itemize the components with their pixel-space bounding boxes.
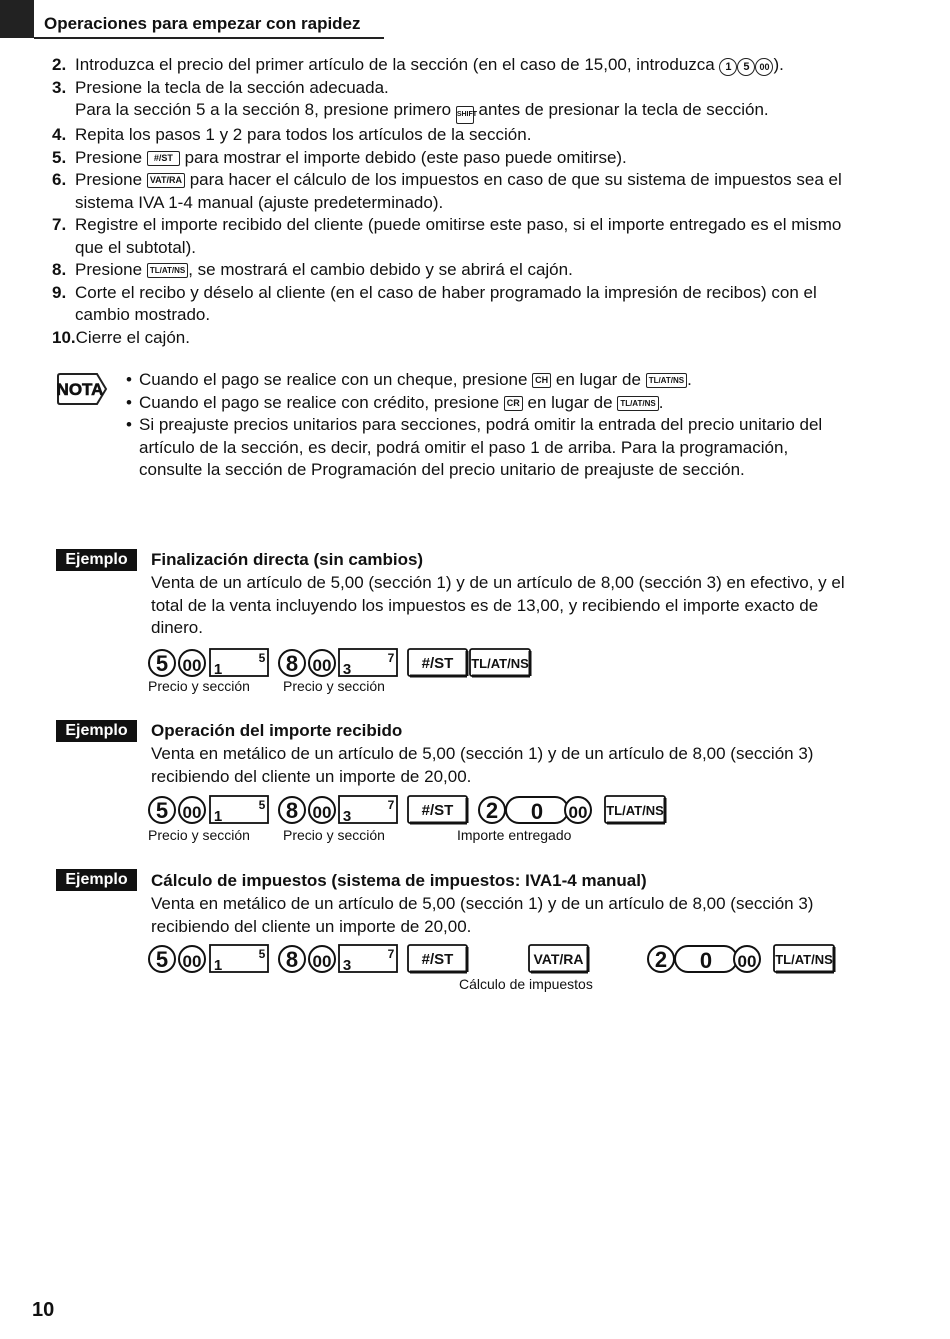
step-text: antes de presionar la tecla de sección. bbox=[473, 100, 769, 119]
notes-list bbox=[126, 369, 846, 482]
note-item: • Cuando el pago se realice con crédito, presione CR en lugar de TL/AT/NS . bbox=[126, 392, 664, 412]
example-tag: Ejemplo bbox=[56, 549, 137, 571]
step-number: 2. bbox=[52, 55, 67, 74]
dept-3-7-key-section-alt: 7 bbox=[387, 947, 395, 961]
shift-key-icon: SHIFT bbox=[456, 106, 474, 124]
note-text: Si preajuste precios unitarios para secciones, podrá omitir la entrada del precio unitario del artículo de la sección, es decir, podrá omitir el paso 1 de arriba. Para la programación, consulte la sección de Programación del precio unitario de preajuste de sección. bbox=[139, 415, 823, 479]
note-text: en lugar de bbox=[551, 370, 646, 389]
dept-1-5-key-section: 1 bbox=[213, 661, 223, 678]
ch-key-icon: CH bbox=[532, 373, 551, 388]
key-00-icon-label: 00 bbox=[312, 656, 332, 675]
step-number: 5. bbox=[52, 147, 67, 167]
key-5-icon-label: 5 bbox=[155, 651, 169, 676]
step-number: 8. bbox=[52, 260, 67, 279]
key-sequence bbox=[148, 942, 833, 976]
step-text: Presione bbox=[75, 260, 147, 279]
st-key-icon-label: #/ST bbox=[421, 655, 454, 672]
vat-key-icon: VAT/RA bbox=[147, 173, 185, 188]
tl-key-icon: TL/AT/NS bbox=[617, 396, 658, 411]
example-description: Venta en metálico de un artículo de 5,00 (sección 1) y de un artículo de 8,00 (sección 3) recibiendo del cliente un importe de 20,00. bbox=[151, 744, 814, 786]
example-tag: Ejemplo bbox=[56, 869, 137, 891]
example-title: Finalización directa (sin cambios) bbox=[151, 550, 424, 569]
step-text: Para la sección 5 a la sección 8, presione primero bbox=[75, 100, 456, 119]
dept-3-7-key-section-alt: 7 bbox=[387, 651, 395, 665]
caption: Precio y sección bbox=[283, 827, 385, 843]
st-key-icon-label: #/ST bbox=[421, 951, 454, 968]
dept-3-7-key-section: 3 bbox=[342, 808, 352, 825]
example-tag: Ejemplo bbox=[56, 720, 137, 742]
step-10 bbox=[52, 327, 872, 350]
step-text: Cierre el cajón. bbox=[75, 327, 190, 347]
example-description: Venta en metálico de un artículo de 5,00 (sección 1) y de un artículo de 8,00 (sección 3) recibiendo del cliente un importe de 20,00. bbox=[151, 894, 814, 936]
st-key-icon: #/ST bbox=[147, 151, 180, 166]
note-text: . bbox=[658, 392, 664, 412]
step-text: Presione bbox=[75, 147, 147, 167]
nota-label: NOTA bbox=[56, 380, 104, 399]
key-8-icon-label: 8 bbox=[285, 798, 299, 823]
key-00-icon-label: 00 bbox=[312, 952, 332, 971]
example-title: Cálculo de impuestos (sistema de impuestos: IVA1-4 manual) bbox=[151, 871, 647, 890]
tl-key-icon: TL/AT/NS bbox=[646, 373, 687, 388]
tl-key-icon: TL/AT/NS bbox=[147, 263, 188, 278]
step-7 bbox=[52, 214, 872, 259]
caption: Precio y sección bbox=[148, 827, 250, 843]
step-text: Registre el importe recibido del cliente (puede omitirse este paso, si el importe entregado es el mismo que el subtotal). bbox=[75, 215, 842, 257]
note-text: . bbox=[687, 370, 692, 389]
section-header: Operaciones para empezar con rapidez bbox=[44, 14, 361, 33]
page-number: 10 bbox=[32, 1299, 55, 1321]
step-text: Introduzca el precio del primer artículo de la sección (en el caso de 15,00, introduzca bbox=[75, 55, 720, 74]
key-1-icon: 1 bbox=[719, 58, 737, 76]
example-description: Venta de un artículo de 5,00 (sección 1) y de un artículo de 8,00 (sección 3) en efectivo, y el total de la venta incluyendo los impuestos es de 13,00, y recibiendo el importe exacto de dinero. bbox=[151, 573, 845, 637]
step-3 bbox=[52, 77, 872, 125]
step-number: 3. bbox=[52, 77, 67, 97]
key-8-icon-label: 8 bbox=[285, 947, 299, 972]
dept-1-5-key-section: 1 bbox=[213, 808, 223, 825]
key-00-icon-label: 00 bbox=[182, 952, 202, 971]
key-sequence bbox=[148, 793, 664, 827]
step-text: , se mostrará el cambio debido y se abrirá el cajón. bbox=[188, 260, 573, 279]
step-4 bbox=[52, 124, 872, 147]
step-8 bbox=[52, 259, 872, 282]
st-key-icon-label: #/ST bbox=[421, 802, 454, 819]
corner-tab bbox=[0, 0, 34, 38]
step-text: Repita los pasos 1 y 2 para todos los artículos de la sección. bbox=[75, 125, 532, 144]
dept-1-5-key-section-alt: 5 bbox=[258, 798, 266, 812]
dept-1-5-key-section: 1 bbox=[213, 957, 223, 974]
dept-1-5-key-section-alt: 5 bbox=[258, 651, 266, 665]
note-item: • Si preajuste precios unitarios para secciones, podrá omitir la entrada del precio unitario del artículo de la sección, es decir, podrá omitir el paso 1 de arriba. Para la programación, consulte la sección de Programación del precio unitario de preajuste de sección. bbox=[126, 414, 846, 482]
caption: Precio y sección bbox=[148, 678, 250, 694]
tl-key-icon-label: TL/AT/NS bbox=[606, 803, 664, 818]
key-5-icon-label: 5 bbox=[155, 798, 169, 823]
key-00-icon-label: 00 bbox=[737, 952, 757, 971]
key-5-icon: 5 bbox=[737, 58, 755, 76]
nota-icon bbox=[56, 372, 108, 406]
step-number: 10. bbox=[52, 327, 76, 347]
step-number: 4. bbox=[52, 125, 67, 144]
step-text: Presione la tecla de la sección adecuada. bbox=[75, 77, 389, 97]
key-2-icon-label: 2 bbox=[485, 798, 499, 823]
step-5 bbox=[52, 147, 872, 170]
key-8-icon-label: 8 bbox=[285, 651, 299, 676]
key-00-icon-label: 00 bbox=[568, 803, 588, 822]
key-0-icon-label: 0 bbox=[699, 948, 713, 973]
key-00-icon-label: 00 bbox=[182, 803, 202, 822]
step-text: ). bbox=[773, 55, 784, 74]
steps-list bbox=[52, 54, 872, 349]
key-00-icon: 00 bbox=[755, 58, 773, 76]
note-text: Cuando el pago se realice con crédito, presione bbox=[139, 392, 504, 412]
dept-3-7-key-section: 3 bbox=[342, 957, 352, 974]
step-2 bbox=[52, 54, 872, 77]
key-5-icon-label: 5 bbox=[155, 947, 169, 972]
step-number: 6. bbox=[52, 170, 67, 189]
note-item: • Cuando el pago se realice con un cheque, presione CH en lugar de TL/AT/NS . bbox=[126, 370, 692, 389]
note-text: en lugar de bbox=[522, 392, 618, 412]
dept-3-7-key-section: 3 bbox=[342, 661, 352, 678]
cr-key-icon: CR bbox=[504, 396, 523, 411]
key-00-icon-label: 00 bbox=[312, 803, 332, 822]
key-00-icon-label: 00 bbox=[182, 656, 202, 675]
tl-key-icon-label: TL/AT/NS bbox=[471, 656, 529, 671]
example-title: Operación del importe recibido bbox=[151, 721, 403, 740]
note-text: Cuando el pago se realice con un cheque, presione bbox=[139, 370, 533, 389]
step-number: 7. bbox=[52, 215, 67, 234]
step-number: 9. bbox=[52, 282, 67, 302]
step-6 bbox=[52, 169, 872, 214]
step-text: Corte el recibo y déselo al cliente (en el caso de haber programado la impresión de recibos) con el cambio mostrado. bbox=[75, 282, 817, 324]
caption: Precio y sección bbox=[283, 678, 385, 694]
dept-3-7-key-section-alt: 7 bbox=[387, 798, 395, 812]
step-9 bbox=[52, 282, 872, 327]
caption: Importe entregado bbox=[457, 827, 572, 843]
key-0-icon-label: 0 bbox=[530, 799, 544, 824]
dept-1-5-key-section-alt: 5 bbox=[258, 947, 266, 961]
step-text: para mostrar el importe debido (este paso puede omitirse). bbox=[179, 147, 627, 167]
key-2-icon-label: 2 bbox=[654, 947, 668, 972]
header-rule bbox=[34, 37, 384, 39]
key-sequence bbox=[148, 646, 529, 680]
caption: Cálculo de impuestos bbox=[459, 976, 593, 992]
tl-key-icon-label: TL/AT/NS bbox=[775, 952, 833, 967]
step-text: para hacer el cálculo de los impuestos en caso de que su sistema de impuestos sea el sistema IVA 1-4 manual (ajuste predeterminado). bbox=[75, 170, 842, 212]
step-text: Presione bbox=[75, 170, 147, 189]
vat-key-icon-label: VAT/RA bbox=[533, 951, 584, 967]
